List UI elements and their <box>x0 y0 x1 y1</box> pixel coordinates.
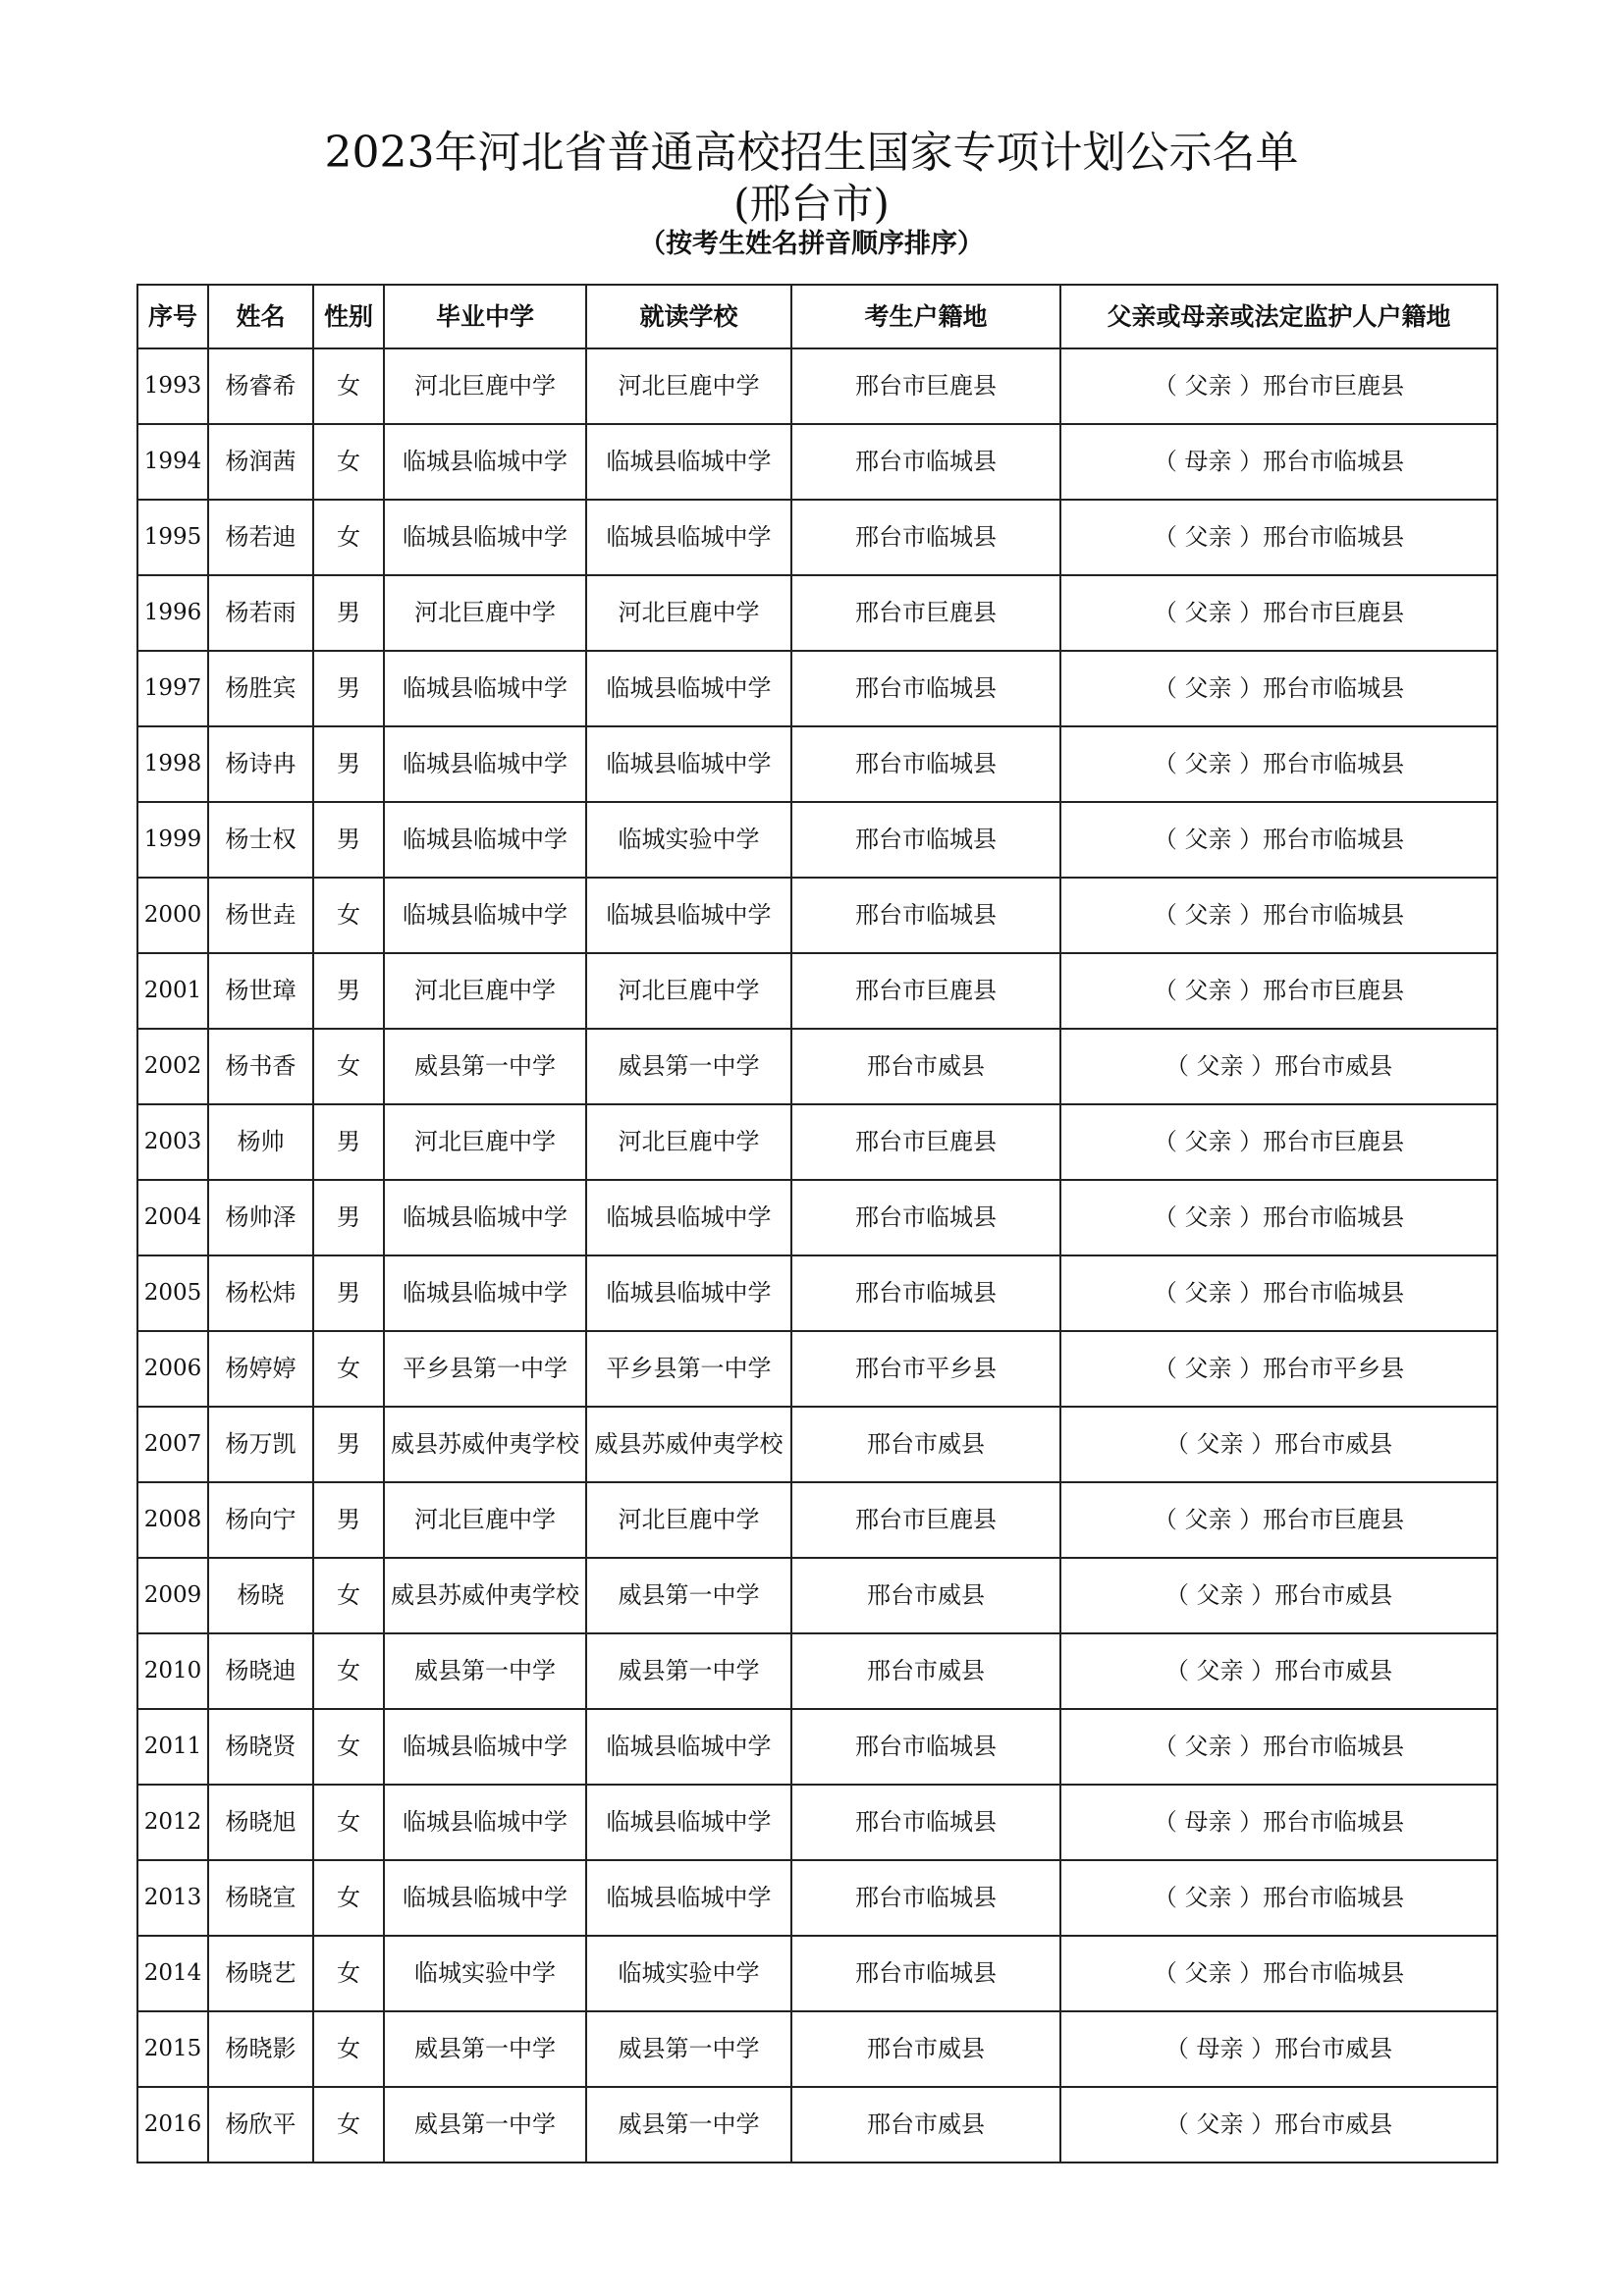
cell-current-school: 威县第一中学 <box>586 2011 791 2087</box>
table-row <box>137 953 1497 1029</box>
header-current-school: 就读学校 <box>586 285 791 348</box>
cell-residence: 邢台市临城县 <box>791 878 1060 953</box>
cell-guardian <box>1060 1029 1497 1104</box>
cell-gender: 男 <box>313 802 384 878</box>
cell-seq: 1997 <box>137 651 208 726</box>
cell-residence: 邢台市临城县 <box>791 726 1060 802</box>
cell-current-school: 临城实验中学 <box>586 1936 791 2011</box>
cell-residence: 邢台市巨鹿县 <box>791 1104 1060 1180</box>
guardian-residence: 邢台市临城县 <box>1263 1808 1405 1836</box>
cell-residence: 邢台市临城县 <box>791 500 1060 575</box>
cell-name: 杨世垚 <box>208 878 313 953</box>
cell-guardian <box>1060 651 1497 726</box>
guardian-residence: 邢台市临城县 <box>1263 674 1405 702</box>
guardian-relation: （ 父亲 ） <box>1153 826 1264 853</box>
cell-guardian <box>1060 348 1497 424</box>
cell-current-school: 临城县临城中学 <box>586 1255 791 1331</box>
cell-residence: 邢台市临城县 <box>791 1709 1060 1785</box>
cell-seq: 2006 <box>137 1331 208 1407</box>
guardian-residence: 邢台市威县 <box>1274 1052 1393 1080</box>
cell-gender: 女 <box>313 1709 384 1785</box>
cell-name: 杨晓宣 <box>208 1860 313 1936</box>
cell-gender: 男 <box>313 1104 384 1180</box>
cell-seq: 2012 <box>137 1785 208 1860</box>
guardian-residence: 邢台市临城县 <box>1263 901 1405 929</box>
cell-seq: 2011 <box>137 1709 208 1785</box>
cell-grad-school: 临城县临城中学 <box>384 1860 586 1936</box>
cell-grad-school: 威县第一中学 <box>384 2011 586 2087</box>
cell-name: 杨若雨 <box>208 575 313 651</box>
table-row <box>137 424 1497 500</box>
cell-gender: 女 <box>313 348 384 424</box>
cell-guardian <box>1060 1255 1497 1331</box>
table-row <box>137 2087 1497 2163</box>
cell-residence: 邢台市威县 <box>791 2011 1060 2087</box>
cell-grad-school: 临城县临城中学 <box>384 802 586 878</box>
cell-current-school: 威县第一中学 <box>586 1029 791 1104</box>
cell-residence: 邢台市威县 <box>791 1633 1060 1709</box>
cell-gender: 女 <box>313 2011 384 2087</box>
cell-residence: 邢台市巨鹿县 <box>791 575 1060 651</box>
cell-current-school: 威县第一中学 <box>586 1558 791 1633</box>
table-header-row <box>137 285 1497 348</box>
guardian-residence: 邢台市平乡县 <box>1263 1355 1405 1382</box>
cell-gender: 男 <box>313 651 384 726</box>
cell-gender: 女 <box>313 1029 384 1104</box>
cell-seq: 1996 <box>137 575 208 651</box>
guardian-residence: 邢台市巨鹿县 <box>1263 977 1405 1004</box>
cell-seq: 2005 <box>137 1255 208 1331</box>
table-row <box>137 2011 1497 2087</box>
table-row <box>137 1860 1497 1936</box>
cell-residence: 邢台市临城县 <box>791 1255 1060 1331</box>
cell-current-school: 河北巨鹿中学 <box>586 348 791 424</box>
cell-name: 杨晓贤 <box>208 1709 313 1785</box>
cell-gender: 女 <box>313 1633 384 1709</box>
cell-name: 杨诗冉 <box>208 726 313 802</box>
cell-seq: 2009 <box>137 1558 208 1633</box>
guardian-relation: （ 父亲 ） <box>1153 750 1264 777</box>
cell-seq: 1995 <box>137 500 208 575</box>
cell-residence: 邢台市巨鹿县 <box>791 953 1060 1029</box>
guardian-residence: 邢台市临城县 <box>1263 1959 1405 1987</box>
cell-guardian <box>1060 1407 1497 1482</box>
cell-guardian <box>1060 500 1497 575</box>
cell-residence: 邢台市威县 <box>791 2087 1060 2163</box>
guardian-relation: （ 父亲 ） <box>1153 1733 1264 1760</box>
cell-current-school: 威县苏威仲夷学校 <box>586 1407 791 1482</box>
cell-seq: 2001 <box>137 953 208 1029</box>
cell-gender: 女 <box>313 424 384 500</box>
guardian-residence: 邢台市临城县 <box>1263 1733 1405 1760</box>
cell-name: 杨帅泽 <box>208 1180 313 1255</box>
guardian-relation: （ 父亲 ） <box>1153 372 1264 400</box>
table-row <box>137 1180 1497 1255</box>
guardian-relation: （ 父亲 ） <box>1153 1959 1264 1987</box>
cell-current-school: 河北巨鹿中学 <box>586 1104 791 1180</box>
cell-grad-school: 临城县临城中学 <box>384 1255 586 1331</box>
cell-current-school: 临城县临城中学 <box>586 424 791 500</box>
guardian-relation: （ 父亲 ） <box>1164 1052 1275 1080</box>
cell-current-school: 临城县临城中学 <box>586 1180 791 1255</box>
guardian-relation: （ 父亲 ） <box>1164 1657 1275 1684</box>
cell-guardian <box>1060 424 1497 500</box>
cell-seq: 2002 <box>137 1029 208 1104</box>
guardian-residence: 邢台市巨鹿县 <box>1263 1128 1405 1155</box>
cell-gender: 男 <box>313 953 384 1029</box>
cell-residence: 邢台市临城县 <box>791 651 1060 726</box>
header-gender: 性别 <box>313 285 384 348</box>
cell-gender: 女 <box>313 2087 384 2163</box>
cell-residence: 邢台市平乡县 <box>791 1331 1060 1407</box>
cell-name: 杨晓迪 <box>208 1633 313 1709</box>
cell-current-school: 临城县临城中学 <box>586 878 791 953</box>
cell-residence: 邢台市临城县 <box>791 1180 1060 1255</box>
guardian-residence: 邢台市临城县 <box>1263 750 1405 777</box>
cell-name: 杨晓 <box>208 1558 313 1633</box>
cell-grad-school: 临城县临城中学 <box>384 878 586 953</box>
guardian-relation: （ 父亲 ） <box>1164 1430 1275 1458</box>
table-row <box>137 1255 1497 1331</box>
table-row <box>137 1936 1497 2011</box>
cell-current-school: 临城实验中学 <box>586 802 791 878</box>
cell-seq: 2007 <box>137 1407 208 1482</box>
document-title: 2023年河北省普通高校招生国家专项计划公示名单 <box>324 128 1299 178</box>
cell-seq: 2008 <box>137 1482 208 1558</box>
cell-name: 杨松炜 <box>208 1255 313 1331</box>
cell-current-school: 威县第一中学 <box>586 2087 791 2163</box>
cell-name: 杨向宁 <box>208 1482 313 1558</box>
cell-guardian <box>1060 1331 1497 1407</box>
cell-name: 杨世璋 <box>208 953 313 1029</box>
header-name: 姓名 <box>208 285 313 348</box>
cell-grad-school: 河北巨鹿中学 <box>384 953 586 1029</box>
cell-gender: 女 <box>313 1860 384 1936</box>
cell-grad-school: 河北巨鹿中学 <box>384 1104 586 1180</box>
guardian-relation: （ 父亲 ） <box>1164 2110 1275 2138</box>
cell-seq: 1999 <box>137 802 208 878</box>
cell-name: 杨胜宾 <box>208 651 313 726</box>
cell-residence: 邢台市临城县 <box>791 1785 1060 1860</box>
cell-guardian <box>1060 1180 1497 1255</box>
table-row <box>137 1029 1497 1104</box>
cell-residence: 邢台市威县 <box>791 1407 1060 1482</box>
cell-residence: 邢台市威县 <box>791 1558 1060 1633</box>
cell-grad-school: 临城县临城中学 <box>384 726 586 802</box>
guardian-residence: 邢台市巨鹿县 <box>1263 599 1405 626</box>
table-row <box>137 1482 1497 1558</box>
guardian-relation: （ 父亲 ） <box>1153 674 1264 702</box>
table-row <box>137 651 1497 726</box>
cell-residence: 邢台市临城县 <box>791 1860 1060 1936</box>
guardian-relation: （ 父亲 ） <box>1153 901 1264 929</box>
cell-current-school: 临城县临城中学 <box>586 500 791 575</box>
guardian-relation: （ 父亲 ） <box>1153 977 1264 1004</box>
table-row <box>137 802 1497 878</box>
cell-name: 杨婷婷 <box>208 1331 313 1407</box>
cell-seq: 2013 <box>137 1860 208 1936</box>
table-row <box>137 726 1497 802</box>
guardian-relation: （ 父亲 ） <box>1153 523 1264 551</box>
cell-name: 杨润茜 <box>208 424 313 500</box>
cell-name: 杨若迪 <box>208 500 313 575</box>
guardian-relation: （ 父亲 ） <box>1153 1884 1264 1911</box>
guardian-residence: 邢台市临城县 <box>1263 1279 1405 1307</box>
guardian-relation: （ 父亲 ） <box>1153 1279 1264 1307</box>
cell-current-school: 威县第一中学 <box>586 1633 791 1709</box>
cell-seq: 2004 <box>137 1180 208 1255</box>
cell-grad-school: 威县第一中学 <box>384 1633 586 1709</box>
guardian-relation: （ 母亲 ） <box>1153 1808 1264 1836</box>
cell-gender: 男 <box>313 1255 384 1331</box>
cell-guardian <box>1060 726 1497 802</box>
guardian-residence: 邢台市临城县 <box>1263 1884 1405 1911</box>
cell-name: 杨睿希 <box>208 348 313 424</box>
cell-grad-school: 河北巨鹿中学 <box>384 575 586 651</box>
cell-guardian <box>1060 1936 1497 2011</box>
table-row <box>137 348 1497 424</box>
guardian-relation: （ 父亲 ） <box>1153 599 1264 626</box>
cell-name: 杨万凯 <box>208 1407 313 1482</box>
cell-gender: 男 <box>313 1482 384 1558</box>
cell-guardian <box>1060 1104 1497 1180</box>
cell-seq: 1994 <box>137 424 208 500</box>
table-row <box>137 1709 1497 1785</box>
guardian-residence: 邢台市威县 <box>1274 2110 1393 2138</box>
cell-grad-school: 临城县临城中学 <box>384 500 586 575</box>
cell-name: 杨晓艺 <box>208 1936 313 2011</box>
cell-seq: 1993 <box>137 348 208 424</box>
cell-current-school: 河北巨鹿中学 <box>586 1482 791 1558</box>
cell-seq: 2014 <box>137 1936 208 2011</box>
table-row <box>137 878 1497 953</box>
guardian-residence: 邢台市临城县 <box>1263 448 1405 475</box>
cell-current-school: 临城县临城中学 <box>586 1860 791 1936</box>
cell-name: 杨帅 <box>208 1104 313 1180</box>
cell-current-school: 临城县临城中学 <box>586 1785 791 1860</box>
table-row <box>137 1104 1497 1180</box>
guardian-relation: （ 父亲 ） <box>1153 1128 1264 1155</box>
table-row <box>137 1407 1497 1482</box>
document-subtitle: （按考生姓名拼音顺序排序） <box>639 229 984 259</box>
cell-guardian <box>1060 575 1497 651</box>
cell-guardian <box>1060 1785 1497 1860</box>
table-row <box>137 575 1497 651</box>
cell-name: 杨欣平 <box>208 2087 313 2163</box>
cell-seq: 2010 <box>137 1633 208 1709</box>
cell-grad-school: 威县第一中学 <box>384 2087 586 2163</box>
cell-grad-school: 临城县临城中学 <box>384 651 586 726</box>
cell-grad-school: 临城实验中学 <box>384 1936 586 2011</box>
guardian-residence: 邢台市临城县 <box>1263 523 1405 551</box>
cell-gender: 男 <box>313 1407 384 1482</box>
cell-grad-school: 临城县临城中学 <box>384 1785 586 1860</box>
cell-grad-school: 威县苏威仲夷学校 <box>384 1407 586 1482</box>
cell-gender: 女 <box>313 1785 384 1860</box>
cell-current-school: 河北巨鹿中学 <box>586 953 791 1029</box>
guardian-residence: 邢台市威县 <box>1274 2035 1393 2062</box>
roster-table <box>136 284 1498 2163</box>
guardian-relation: （ 父亲 ） <box>1153 1203 1264 1231</box>
cell-residence: 邢台市威县 <box>791 1029 1060 1104</box>
guardian-residence: 邢台市临城县 <box>1263 1203 1405 1231</box>
cell-guardian <box>1060 1860 1497 1936</box>
cell-grad-school: 河北巨鹿中学 <box>384 1482 586 1558</box>
guardian-residence: 邢台市临城县 <box>1263 826 1405 853</box>
guardian-residence: 邢台市威县 <box>1274 1581 1393 1609</box>
cell-guardian <box>1060 802 1497 878</box>
cell-gender: 男 <box>313 1180 384 1255</box>
guardian-residence: 邢台市威县 <box>1274 1657 1393 1684</box>
cell-current-school: 河北巨鹿中学 <box>586 575 791 651</box>
cell-guardian <box>1060 1482 1497 1558</box>
cell-grad-school: 河北巨鹿中学 <box>384 348 586 424</box>
table-row <box>137 1785 1497 1860</box>
header-residence: 考生户籍地 <box>791 285 1060 348</box>
cell-gender: 女 <box>313 500 384 575</box>
cell-guardian <box>1060 953 1497 1029</box>
cell-seq: 2003 <box>137 1104 208 1180</box>
cell-residence: 邢台市巨鹿县 <box>791 1482 1060 1558</box>
table-row <box>137 1633 1497 1709</box>
table-row <box>137 500 1497 575</box>
guardian-relation: （ 母亲 ） <box>1164 2035 1275 2062</box>
cell-gender: 女 <box>313 1331 384 1407</box>
cell-residence: 邢台市巨鹿县 <box>791 348 1060 424</box>
cell-gender: 女 <box>313 878 384 953</box>
cell-grad-school: 临城县临城中学 <box>384 1709 586 1785</box>
guardian-residence: 邢台市巨鹿县 <box>1263 1506 1405 1533</box>
cell-guardian <box>1060 1709 1497 1785</box>
cell-guardian <box>1060 878 1497 953</box>
guardian-relation: （ 父亲 ） <box>1164 1581 1275 1609</box>
cell-grad-school: 临城县临城中学 <box>384 424 586 500</box>
cell-guardian <box>1060 2087 1497 2163</box>
guardian-residence: 邢台市威县 <box>1274 1430 1393 1458</box>
cell-residence: 邢台市临城县 <box>791 802 1060 878</box>
cell-guardian <box>1060 1558 1497 1633</box>
cell-name: 杨士权 <box>208 802 313 878</box>
cell-guardian <box>1060 2011 1497 2087</box>
cell-gender: 女 <box>313 1936 384 2011</box>
header-guardian-residence: 父亲或母亲或法定监护人户籍地 <box>1060 285 1497 348</box>
guardian-relation: （ 父亲 ） <box>1153 1355 1264 1382</box>
cell-gender: 男 <box>313 726 384 802</box>
cell-seq: 2016 <box>137 2087 208 2163</box>
header-grad-school: 毕业中学 <box>384 285 586 348</box>
cell-seq: 2015 <box>137 2011 208 2087</box>
cell-current-school: 平乡县第一中学 <box>586 1331 791 1407</box>
cell-residence: 邢台市临城县 <box>791 424 1060 500</box>
cell-grad-school: 威县第一中学 <box>384 1029 586 1104</box>
cell-grad-school: 临城县临城中学 <box>384 1180 586 1255</box>
guardian-relation: （ 母亲 ） <box>1153 448 1264 475</box>
guardian-residence: 邢台市巨鹿县 <box>1263 372 1405 400</box>
cell-name: 杨书香 <box>208 1029 313 1104</box>
cell-current-school: 临城县临城中学 <box>586 651 791 726</box>
cell-gender: 女 <box>313 1558 384 1633</box>
cell-name: 杨晓旭 <box>208 1785 313 1860</box>
document-city: (邢台市) <box>733 180 890 228</box>
table-row <box>137 1331 1497 1407</box>
cell-grad-school: 平乡县第一中学 <box>384 1331 586 1407</box>
guardian-relation: （ 父亲 ） <box>1153 1506 1264 1533</box>
cell-gender: 男 <box>313 575 384 651</box>
table-row <box>137 1558 1497 1633</box>
cell-name: 杨晓影 <box>208 2011 313 2087</box>
cell-current-school: 临城县临城中学 <box>586 726 791 802</box>
cell-grad-school: 威县苏威仲夷学校 <box>384 1558 586 1633</box>
header-seq: 序号 <box>137 285 208 348</box>
cell-guardian <box>1060 1633 1497 1709</box>
cell-current-school: 临城县临城中学 <box>586 1709 791 1785</box>
cell-residence: 邢台市临城县 <box>791 1936 1060 2011</box>
cell-seq: 1998 <box>137 726 208 802</box>
cell-seq: 2000 <box>137 878 208 953</box>
